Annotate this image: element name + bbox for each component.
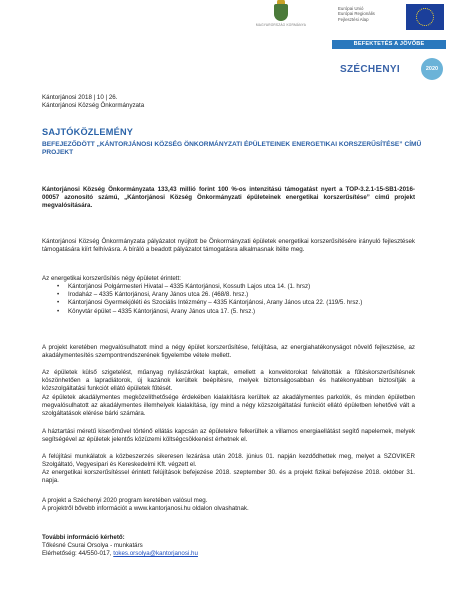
paragraph-application: Kántorjánosi Község Önkormányzata pályázatot nyújtott be Önkormányzati épületek energetikai korszerűsítésére irányuló fejlesztések támogatására kiírt felhívásra. A bíráló a beadott pályázatot támogatásra alkalmasnak ítélte meg. [42, 238, 415, 253]
contact-phone: Elérhetőség: 44/550-017, [42, 549, 112, 557]
eu-flag-icon [406, 4, 444, 30]
eu-line-3: Fejlesztési Alap [338, 16, 369, 22]
buildings-intro: Az energetikai korszerűsítés négy épületet érintett: [42, 275, 181, 282]
paragraph-program [42, 497, 415, 513]
eu-stars-icon [416, 8, 434, 26]
date-line: Kántorjánosi 2018 | 10 | 26. [42, 94, 118, 101]
szechenyi-text: SZÉCHENYI [340, 64, 400, 75]
schedule-start: A felújítási munkálatok a közbeszerzés sikeresen lezárása után 2018. június 01. napján kezdődhettek meg, melyet a SZOVIKER Szolgáltató, Vegyesipari és Kereskedelmi Kft. végzett el. [42, 453, 415, 468]
coat-of-arms-icon [274, 4, 288, 21]
eu-line-2: Európai Regionális [338, 11, 375, 17]
government-coat-of-arms-logo [246, 4, 316, 27]
schedule-end: Az energetikai korszerűsítéssel érintett felújítások befejezése 2018. szeptember 30. és a projekt fizikai befejezése 2018. október 31. napja. [42, 468, 415, 484]
website-line: A projektről bővebb információt a www.kantorjanosi.hu oldalon olvashatnak. [42, 504, 249, 512]
eu-line-1: Európai Unió [338, 6, 364, 11]
contact-email-link[interactable]: tokes.orsolya@kantorjanosi.hu [113, 549, 198, 557]
list-item: • Kántorjánosi Polgármesteri Hivatal – 4335 Kántorjánosi, Kossuth Lajos utca 14. (1. hrsz) [68, 283, 415, 291]
list-item: • Könyvtár épület – 4335 Kántorjánosi, Arany János utca 17. (5. hrsz.) [68, 308, 415, 316]
contact-heading: További információ kérhető: [42, 534, 125, 541]
program-line: A projekt a Széchenyi 2020 program keretében valósul meg. [42, 497, 208, 504]
list-item: • Irodaház – 4335 Kántorjánosi, Arany János utca 26. (468/8. hrsz.) [68, 291, 415, 299]
eu-logo [338, 4, 446, 34]
paragraph-solar: A háztartási méretű kiserőművel történő ellátás kapcsán az épületekre felkerültek a villamos energiaellátást segítő napelemek, melyek segítségével az épületek jelentős közüzemi költségcsökkenést érhetnek el. [42, 428, 415, 443]
document-meta [42, 94, 415, 110]
buildings-section [42, 275, 415, 316]
lead-paragraph: Kántorjánosi Község Önkormányzata 133,43 millió forint 100 %-os intenzitású támogatást nyert a TOP-3.2.1-15-SB1-2016-00057 azonosító számú, „Kántorjánosi Község Önkormányzati épületeinek energetikai korszerűsítése” című projekt megvalósítására. [42, 186, 415, 209]
eu-logo-text [338, 6, 400, 22]
paragraph-project: A projekt keretében megvalósulhatott mind a négy épület korszerűsítése, felújítása, az energiahatékonyságot növelő fejlesztése, az akadálymentesítés szempontrendszerének figyelembe vétele mellett. [42, 344, 415, 359]
szechenyi-year-badge: 2020 [421, 58, 443, 80]
contact-line [42, 550, 415, 558]
paragraph-accessibility: Az épületek akadálymentes megközelíthetősége érdekében kialakításra kerültek az akadálymentes parkolók, és minden épületben megvalósulhatott az akadálymentes illemhelyek kialakítása, így mind a négy közszolgáltatási funkciót ellátó épületben lehetővé vált a szolgáltatások elérése bárki számára. [42, 394, 415, 417]
government-logo-text: MAGYARORSZÁG KORMÁNYA [255, 23, 307, 27]
buildings-list [42, 283, 415, 316]
contact-name: Tőkésné Csurai Orsolya - munkatárs [42, 541, 143, 549]
project-subtitle: BEFEJEZŐDÖTT „KÁNTORJÁNOSI KÖZSÉG ÖNKORMÁNYZATI ÉPÜLETEINEK ENERGETIKAI KORSZERŰSÍTÉSE” CÍMŰ PROJEKT [42, 141, 422, 157]
investment-banner: BEFEKTETÉS A JÖVŐBE [332, 40, 446, 49]
paragraph-insulation: Az épületek külső szigetelést, műanyag nyílászárókat kaptak, emellett a konvektorokat felváltották a fűtéskorszerűsítésnek köszönhetően a lapradiátorok, új kazánok kerültek beépítésre, melyek biztonságosabban és hatékonyabban biztosítják a közszolgáltatási funkciót ellátó épületek fűtését. [42, 369, 415, 392]
paragraph-schedule [42, 453, 415, 485]
press-release-title: SAJTÓKÖZLEMÉNY [42, 127, 134, 137]
contact-block [42, 534, 415, 558]
list-item: • Kántorjánosi Gyermekjóléti és Szociális Intézmény – 4335 Kántorjánosi, Arany János utca 22. (119/5. hrsz.) [68, 299, 415, 307]
organization-line: Kántorjánosi Község Önkormányzata [42, 101, 145, 109]
